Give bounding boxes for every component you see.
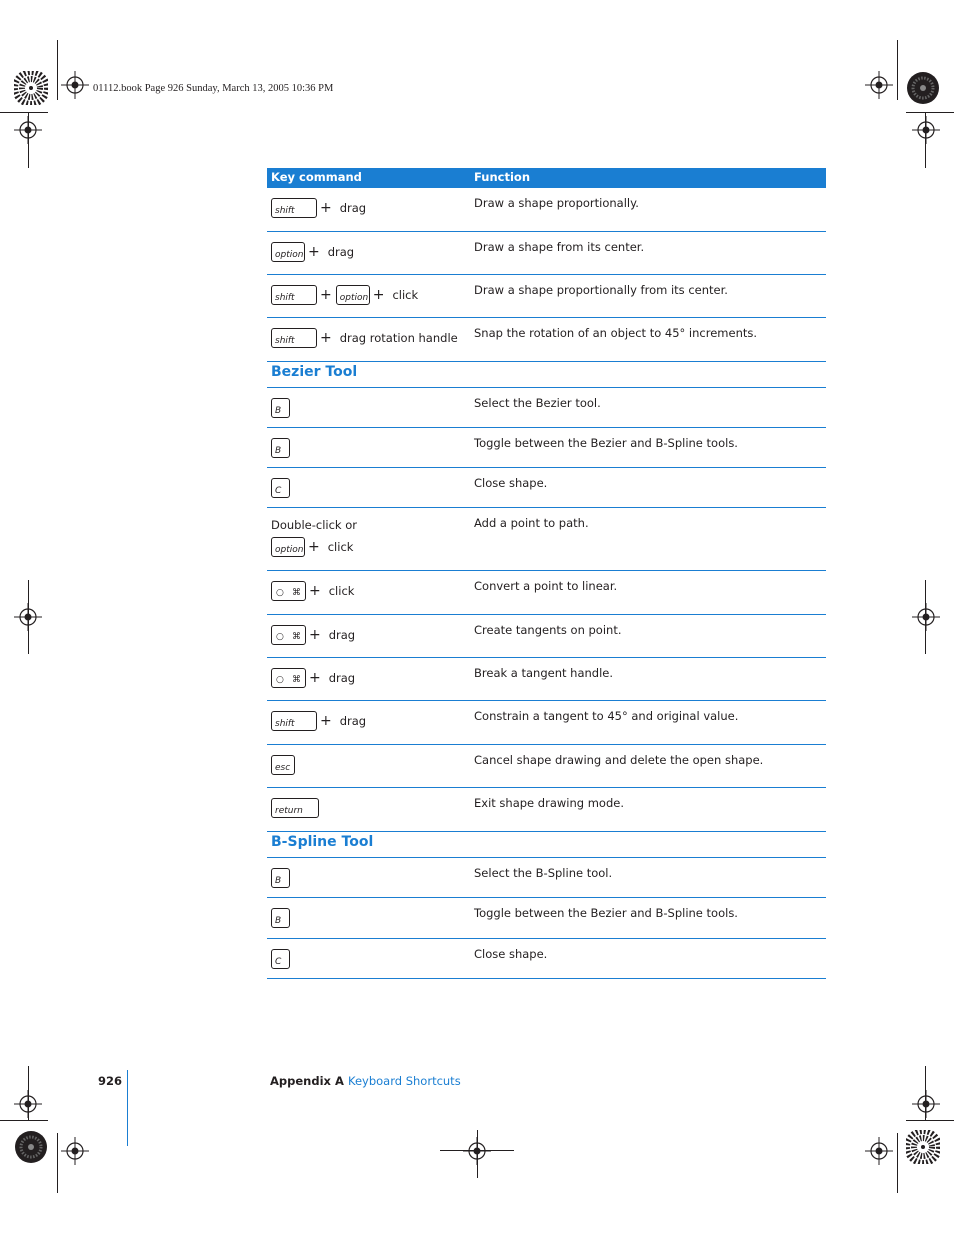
- function-description: Create tangents on point.: [474, 623, 622, 637]
- key-action-text: click: [328, 584, 355, 598]
- key-combination: [271, 327, 458, 349]
- bezier-rows: [267, 388, 826, 832]
- table-row: [267, 615, 826, 658]
- bspline-rows: [267, 858, 826, 979]
- function-description: Draw a shape proportionally from its center.: [474, 283, 728, 297]
- key-action-text: click: [392, 288, 419, 302]
- registration-mark-icon: [912, 1090, 940, 1118]
- keycap-cmd-icon: [271, 625, 306, 645]
- function-description: Draw a shape proportionally.: [474, 196, 639, 210]
- shortcut-table: [267, 168, 826, 979]
- key-command-cell: [271, 188, 471, 231]
- key-action-text: drag: [328, 671, 356, 685]
- table-row: [267, 232, 826, 275]
- key-combination: [271, 477, 290, 499]
- key-combination: [271, 397, 290, 419]
- crop-mark: [906, 112, 954, 113]
- table-row: [267, 745, 826, 788]
- table-row: [267, 939, 826, 979]
- header-function: Function: [474, 170, 531, 184]
- plus-sign: +: [320, 713, 332, 729]
- crop-mark: [897, 1133, 898, 1193]
- key-combination: [271, 710, 366, 732]
- plus-sign: +: [309, 670, 321, 686]
- keycap-cmd-icon: [271, 668, 306, 688]
- key-command-cell: [271, 388, 471, 427]
- crop-mark: [57, 40, 58, 100]
- key-command-cell: [271, 468, 471, 507]
- table-row: [267, 701, 826, 745]
- keycap-label: shift: [275, 336, 295, 346]
- crop-mark: [906, 1120, 954, 1121]
- crop-mark: [0, 112, 48, 113]
- keycap-b-icon: [271, 868, 290, 888]
- plus-sign: +: [320, 330, 332, 346]
- appendix-label: Appendix A: [270, 1074, 344, 1088]
- key-combination: [271, 754, 295, 776]
- function-description: Snap the rotation of an object to 45° increments.: [474, 326, 758, 340]
- table-row: [267, 468, 826, 508]
- star-target-icon: [906, 71, 940, 105]
- table-row: [267, 508, 826, 571]
- keycap-label: shift: [275, 719, 295, 729]
- crop-mark: [897, 40, 898, 100]
- keycap-label: B: [275, 446, 282, 456]
- registration-mark-icon: [14, 603, 42, 631]
- function-description: Exit shape drawing mode.: [474, 796, 624, 810]
- key-command-cell: [271, 898, 471, 938]
- keycap-label: B: [275, 916, 282, 926]
- plus-sign: +: [320, 200, 332, 216]
- table-row: [267, 275, 826, 318]
- key-combination: [271, 867, 290, 889]
- table-row: [267, 858, 826, 898]
- keycap-c-icon: [271, 949, 290, 969]
- key-command-cell: [271, 318, 471, 361]
- key-combination: [271, 624, 355, 646]
- command-icon: ⌘: [292, 632, 301, 642]
- key-combination: [271, 907, 290, 929]
- function-description: Cancel shape drawing and delete the open shape.: [474, 753, 764, 767]
- plus-sign: +: [320, 287, 332, 303]
- registration-mark-icon: [463, 1137, 491, 1165]
- keycap-b-icon: [271, 438, 290, 458]
- key-combination: [271, 284, 418, 306]
- key-action-text: drag: [339, 201, 367, 215]
- print-slug: 01112.book Page 926 Sunday, March 13, 2005 10:36 PM: [93, 83, 334, 94]
- keycap-b-icon: [271, 398, 290, 418]
- key-command-cell: [271, 788, 471, 831]
- key-command-cell: [271, 508, 471, 570]
- star-target-icon: [14, 1130, 48, 1164]
- key-command-cell: [271, 939, 471, 978]
- plus-sign: +: [309, 627, 321, 643]
- keycap-esc-icon: [271, 755, 295, 775]
- keycap-label: option: [275, 545, 304, 555]
- general-rows: [267, 188, 826, 362]
- plus-sign: +: [308, 539, 320, 555]
- function-description: Select the B-Spline tool.: [474, 866, 613, 880]
- apple-icon: ○: [276, 632, 284, 642]
- function-description: Add a point to path.: [474, 516, 589, 530]
- key-prefix-text: Double-click or: [271, 518, 358, 532]
- registration-mark-icon: [865, 71, 893, 99]
- table-row: [267, 388, 826, 428]
- plus-sign: +: [309, 583, 321, 599]
- keycap-label: C: [275, 486, 282, 496]
- star-target-icon: [906, 1130, 940, 1164]
- keycap-label: esc: [275, 763, 291, 773]
- table-row: [267, 658, 826, 701]
- key-action-text: drag: [327, 245, 355, 259]
- keycap-option-icon: [271, 242, 305, 262]
- table-row: [267, 318, 826, 362]
- keycap-shift-icon: [271, 328, 317, 348]
- key-combination: [271, 536, 353, 558]
- section-title: Bezier Tool: [271, 364, 358, 380]
- key-command-cell: [271, 701, 471, 744]
- function-description: Toggle between the Bezier and B-Spline tools.: [474, 906, 738, 920]
- keycap-label: option: [275, 250, 304, 260]
- table-row: [267, 898, 826, 939]
- table-row: [267, 571, 826, 615]
- keycap-label: option: [339, 293, 369, 303]
- crop-mark: [0, 1120, 48, 1121]
- keycap-label: C: [275, 957, 282, 967]
- key-command-cell: [271, 428, 471, 467]
- star-target-icon: [14, 71, 48, 105]
- key-action-text: drag: [328, 628, 356, 642]
- header-key-command: Key command: [271, 170, 362, 184]
- keycap-return-icon: [271, 798, 319, 818]
- keycap-cmd-icon: [271, 581, 306, 601]
- crop-mark: [57, 1133, 58, 1193]
- key-command-cell: [271, 745, 471, 787]
- key-action-text: drag: [339, 714, 367, 728]
- keycap-label: B: [275, 406, 282, 416]
- function-description: Close shape.: [474, 476, 548, 490]
- command-icon: ⌘: [292, 675, 301, 685]
- keycap-option-icon: [336, 285, 370, 305]
- section-bspline-tool: [267, 832, 826, 858]
- registration-mark-icon: [865, 1137, 893, 1165]
- page-number: 926: [98, 1074, 123, 1088]
- appendix-title: Keyboard Shortcuts: [348, 1074, 461, 1088]
- table-row: [267, 788, 826, 832]
- registration-mark-icon: [14, 1090, 42, 1118]
- plus-sign: +: [308, 244, 320, 260]
- keycap-label: B: [275, 876, 282, 886]
- function-description: Toggle between the Bezier and B-Spline tools.: [474, 436, 738, 450]
- key-action-text: click: [327, 540, 354, 554]
- keycap-shift-icon: [271, 285, 317, 305]
- table-row: [267, 428, 826, 468]
- registration-mark-icon: [912, 603, 940, 631]
- apple-icon: ○: [276, 588, 284, 598]
- apple-icon: ○: [276, 675, 284, 685]
- function-description: Constrain a tangent to 45° and original value.: [474, 709, 739, 723]
- keycap-shift-icon: [271, 711, 317, 731]
- key-combination: [271, 437, 290, 459]
- keycap-label: shift: [275, 293, 295, 303]
- key-command-cell: [271, 858, 471, 897]
- footer-rule: [127, 1070, 128, 1146]
- key-combination: [271, 948, 290, 970]
- keycap-c-icon: [271, 478, 290, 498]
- key-combination: [271, 797, 319, 819]
- function-description: Convert a point to linear.: [474, 579, 618, 593]
- key-action-text: drag rotation handle: [339, 331, 458, 345]
- key-command-cell: [271, 615, 471, 657]
- key-combination: [271, 197, 366, 219]
- key-command-cell: [271, 571, 471, 614]
- keycap-b-icon: [271, 908, 290, 928]
- registration-mark-icon: [61, 71, 89, 99]
- table-header: [267, 168, 826, 188]
- keycap-option-icon: [271, 537, 305, 557]
- keycap-label: return: [275, 806, 303, 816]
- registration-mark-icon: [14, 116, 42, 144]
- key-command-cell: [271, 232, 471, 274]
- table-row: [267, 188, 826, 232]
- command-icon: ⌘: [292, 588, 301, 598]
- keycap-label: shift: [275, 206, 295, 216]
- key-command-cell: [271, 658, 471, 700]
- key-combination: [271, 241, 354, 263]
- function-description: Close shape.: [474, 947, 548, 961]
- function-description: Break a tangent handle.: [474, 666, 614, 680]
- registration-mark-icon: [912, 116, 940, 144]
- key-combination: [271, 667, 355, 689]
- key-command-cell: [271, 275, 471, 317]
- registration-mark-icon: [61, 1137, 89, 1165]
- section-title: B-Spline Tool: [271, 834, 374, 850]
- plus-sign: +: [372, 287, 385, 303]
- function-description: Draw a shape from its center.: [474, 240, 645, 254]
- function-description: Select the Bezier tool.: [474, 396, 601, 410]
- section-bezier-tool: [267, 362, 826, 388]
- key-combination: [271, 580, 354, 602]
- keycap-shift-icon: [271, 198, 317, 218]
